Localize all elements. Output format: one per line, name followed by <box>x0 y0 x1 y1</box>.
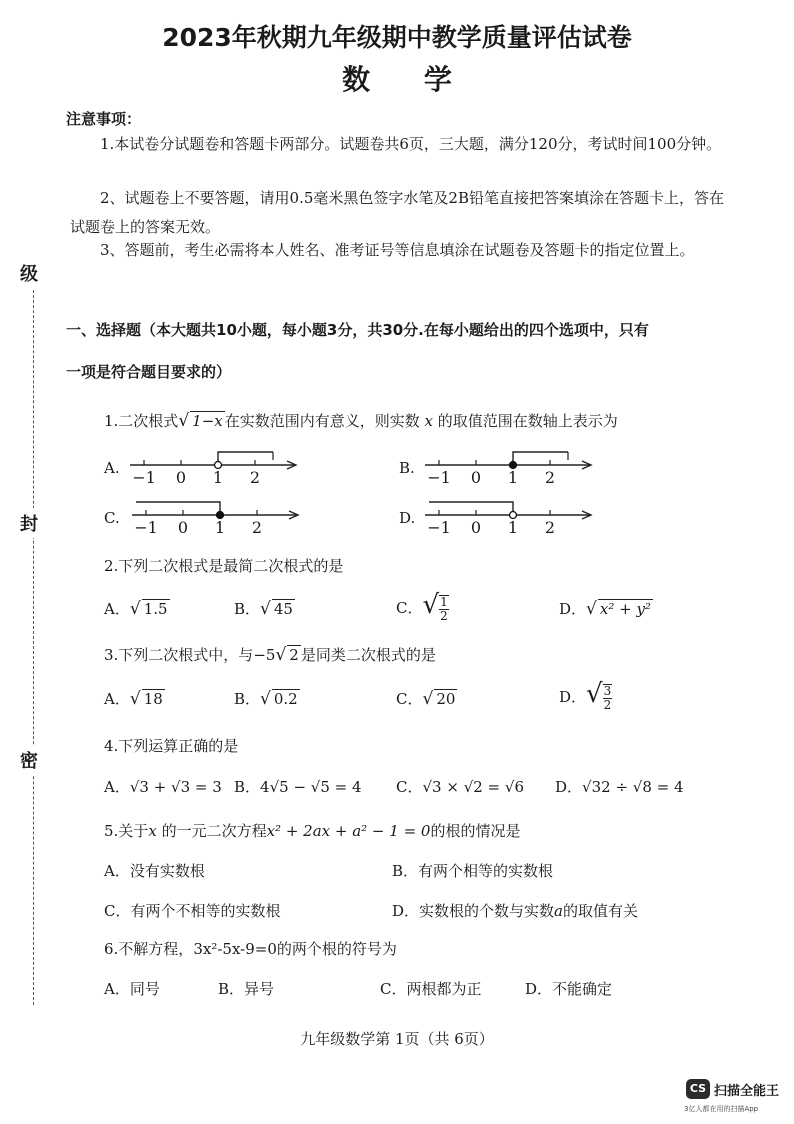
notes-heading: 注意事项： <box>66 110 142 128</box>
question-4-stem: 4.下列运算正确的是 <box>104 737 239 755</box>
q1-radicand: 1−x <box>192 412 223 430</box>
tick-label: 0 <box>470 518 482 537</box>
q1-option-d-label: D. <box>399 509 416 527</box>
closed-endpoint <box>217 512 224 519</box>
q1-option-b-label: B. <box>399 459 415 477</box>
solution-region <box>218 452 273 465</box>
section-heading-line2: 一项是符合题目要求的） <box>66 363 232 381</box>
solution-region <box>136 502 220 515</box>
tick-label: 1 <box>507 518 519 537</box>
open-endpoint <box>510 512 517 519</box>
q1-number-line-d <box>425 498 600 538</box>
tick-label: 2 <box>249 468 261 487</box>
question-6-stem: 6.不解方程，3x²-5x-9=0的两个根的符号为 <box>104 940 397 958</box>
q5-option-b: B．有两个相等的实数根 <box>392 862 554 880</box>
q1-option-a-label: A. <box>104 459 120 477</box>
note-item-1: 1.本试卷分试题卷和答题卡两部分。试题卷共6页，三大题，满分120分，考试时间100分钟。 <box>100 135 722 153</box>
q1-option-c-label: C. <box>104 509 120 527</box>
solution-region <box>429 502 513 515</box>
tick-label: 1 <box>214 518 226 537</box>
margin-char-ji: 级 <box>20 258 38 288</box>
open-endpoint <box>215 462 222 469</box>
tick-label: 0 <box>470 468 482 487</box>
tick-label: 1 <box>212 468 224 487</box>
q5-option-a: A．没有实数根 <box>104 862 205 880</box>
q1-number-line-c <box>132 498 307 538</box>
q1-number-line-a <box>130 448 305 488</box>
note-item-2: 2、试题卷上不要答题，请用0.5毫米黑色签字水笔及2B铅笔直接把答案填涂在答题卡上，答在试题卷上的答案无效。 <box>70 189 724 236</box>
q5-option-c: C．有两个不相等的实数根 <box>104 902 281 920</box>
section-heading-line1: 一、选择题（本大题共10小题，每小题3分，共30分.在每小题给出的四个选项中，只有 <box>66 321 649 339</box>
q4-option-a: A．√3 + √3 = 3 <box>104 778 222 796</box>
q6-option-d: D．不能确定 <box>525 980 613 998</box>
tick-label: 2 <box>544 468 556 487</box>
note-item-3: 3、答题前，考生必需将本人姓名、准考证号等信息填涂在试题卷及答题卡的指定位置上。 <box>100 241 695 259</box>
q6-option-a: A．同号 <box>104 980 160 998</box>
q2-option-c: C．√ $\frac{1}{2}$ <box>396 590 448 623</box>
exam-title: 2023年秋期九年级期中教学质量评估试卷 <box>162 23 632 52</box>
q6-option-b: B．异号 <box>218 980 275 998</box>
question-3-stem: 3.下列二次根式中，与−5√ 2 是同类二次根式的是 <box>104 645 436 665</box>
tick-label: 2 <box>251 518 263 537</box>
margin-char-feng: 封 <box>20 508 38 538</box>
q6-option-c: C．两根都为正 <box>380 980 482 998</box>
scanner-tagline: 3亿人都在用的扫描App <box>684 1105 759 1113</box>
q3-option-b: B．√ 0.2 <box>234 689 298 709</box>
tick-label: −1 <box>427 518 451 537</box>
page-footer: 九年级数学第 1页（共 6页） <box>300 1030 494 1048</box>
solution-region <box>513 452 568 465</box>
q3-option-d: D．√ $\frac{3}{2}$ <box>559 679 612 712</box>
tick-label: −1 <box>427 468 451 487</box>
tick-label: 2 <box>544 518 556 537</box>
scanner-logo-icon: CS <box>686 1079 710 1099</box>
subject-title: 数 学 <box>342 63 474 96</box>
question-5-stem: 5.关于x 的一元二次方程x² + 2ax + a² − 1 = 0的根的情况是 <box>104 822 521 840</box>
q5-option-d: D．实数根的个数与实数a的取值有关 <box>392 902 638 920</box>
tick-label: 1 <box>507 468 519 487</box>
closed-endpoint <box>510 462 517 469</box>
q3-option-c: C．√ 20 <box>396 689 456 709</box>
question-1-stem: 1.二次根式√ 1−x 在实数范围内有意义，则实数 x 的取值范围在数轴上表示为 <box>104 411 618 431</box>
tick-label: −1 <box>132 468 156 487</box>
q1-number-line-b <box>425 448 600 488</box>
q4-option-d: D．√32 ÷ √8 = 4 <box>555 778 684 796</box>
q4-option-c: C．√3 × √2 = √6 <box>396 778 524 796</box>
q3-option-a: A．√ 18 <box>104 689 163 709</box>
tick-label: 0 <box>177 518 189 537</box>
tick-label: −1 <box>134 518 158 537</box>
question-2-stem: 2.下列二次根式是最简二次根式的是 <box>104 557 344 575</box>
q2-option-b: B．√ 45 <box>234 599 293 619</box>
q2-option-d: D．√ x² + y² <box>559 599 651 619</box>
tick-label: 0 <box>175 468 187 487</box>
q4-option-b: B．4√5 − √5 = 4 <box>234 778 362 796</box>
scanner-name: 扫描全能王 <box>714 1084 780 1099</box>
binding-line <box>33 265 34 1005</box>
q2-option-a: A．√ 1.5 <box>104 599 168 619</box>
margin-char-mi: 密 <box>20 745 38 775</box>
